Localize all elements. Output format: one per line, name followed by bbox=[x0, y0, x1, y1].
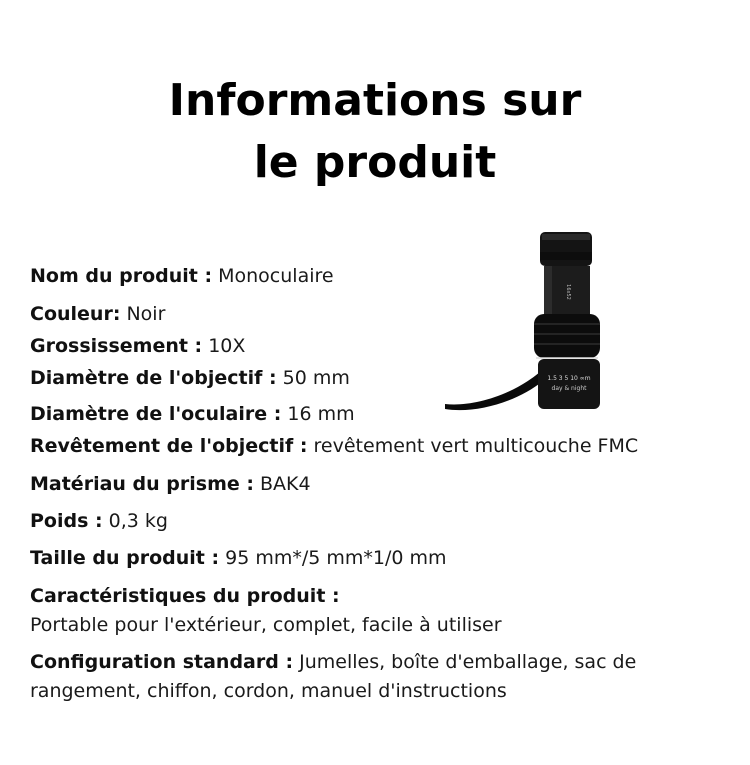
spec-label: Revêtement de l'objectif : bbox=[30, 435, 308, 457]
monocular-icon bbox=[440, 222, 640, 422]
spec-value: Jumelles, boîte d'emballage, sac de rangement, chiffon, cordon, manuel d'instructions bbox=[30, 651, 637, 702]
spec-value: 50 mm bbox=[276, 367, 350, 389]
spec-value: Portable pour l'extérieur, complet, facile à utiliser bbox=[30, 614, 502, 636]
monocular-image bbox=[440, 222, 640, 422]
spec-standard-configuration bbox=[30, 648, 710, 706]
spec-value: Noir bbox=[120, 303, 166, 325]
spec-value: 10X bbox=[202, 335, 246, 357]
scale-text: 1.5 3 5 10 ∞m bbox=[547, 375, 591, 382]
page-title bbox=[0, 70, 750, 194]
spec-label: Caractéristiques du produit : bbox=[30, 585, 340, 607]
spec-value: 0,3 kg bbox=[102, 510, 168, 532]
spec-label: Matériau du prisme : bbox=[30, 473, 254, 495]
day-night-text: day & night bbox=[551, 385, 587, 392]
title-line-1: Informations sur bbox=[168, 75, 582, 126]
spec-label: Configuration standard : bbox=[30, 651, 294, 673]
spec-value: BAK4 bbox=[253, 473, 311, 495]
spec-label: Poids : bbox=[30, 510, 103, 532]
model-text: 16x52 bbox=[565, 284, 571, 300]
spec-value: revêtement vert multicouche FMC bbox=[307, 435, 639, 457]
spec-weight bbox=[30, 509, 168, 533]
spec-label: Grossissement : bbox=[30, 335, 203, 357]
spec-prism-material bbox=[30, 472, 311, 496]
title-line-2: le produit bbox=[253, 137, 497, 188]
spec-lens-coating bbox=[30, 434, 638, 458]
spec-label: Diamètre de l'oculaire : bbox=[30, 403, 282, 425]
spec-name bbox=[30, 264, 334, 288]
spec-eyepiece-diameter bbox=[30, 402, 355, 426]
spec-color bbox=[30, 302, 165, 326]
spec-label: Taille du produit : bbox=[30, 547, 220, 569]
spec-value: 95 mm*/5 mm*1/0 mm bbox=[219, 547, 447, 569]
spec-magnification bbox=[30, 334, 245, 358]
spec-label: Diamètre de l'objectif : bbox=[30, 367, 277, 389]
spec-features bbox=[30, 582, 710, 640]
spec-value: 16 mm bbox=[281, 403, 355, 425]
spec-objective-diameter bbox=[30, 366, 350, 390]
spec-size bbox=[30, 546, 447, 570]
spec-label: Couleur: bbox=[30, 303, 121, 325]
spec-value: Monoculaire bbox=[212, 265, 334, 287]
spec-label: Nom du produit : bbox=[30, 265, 213, 287]
